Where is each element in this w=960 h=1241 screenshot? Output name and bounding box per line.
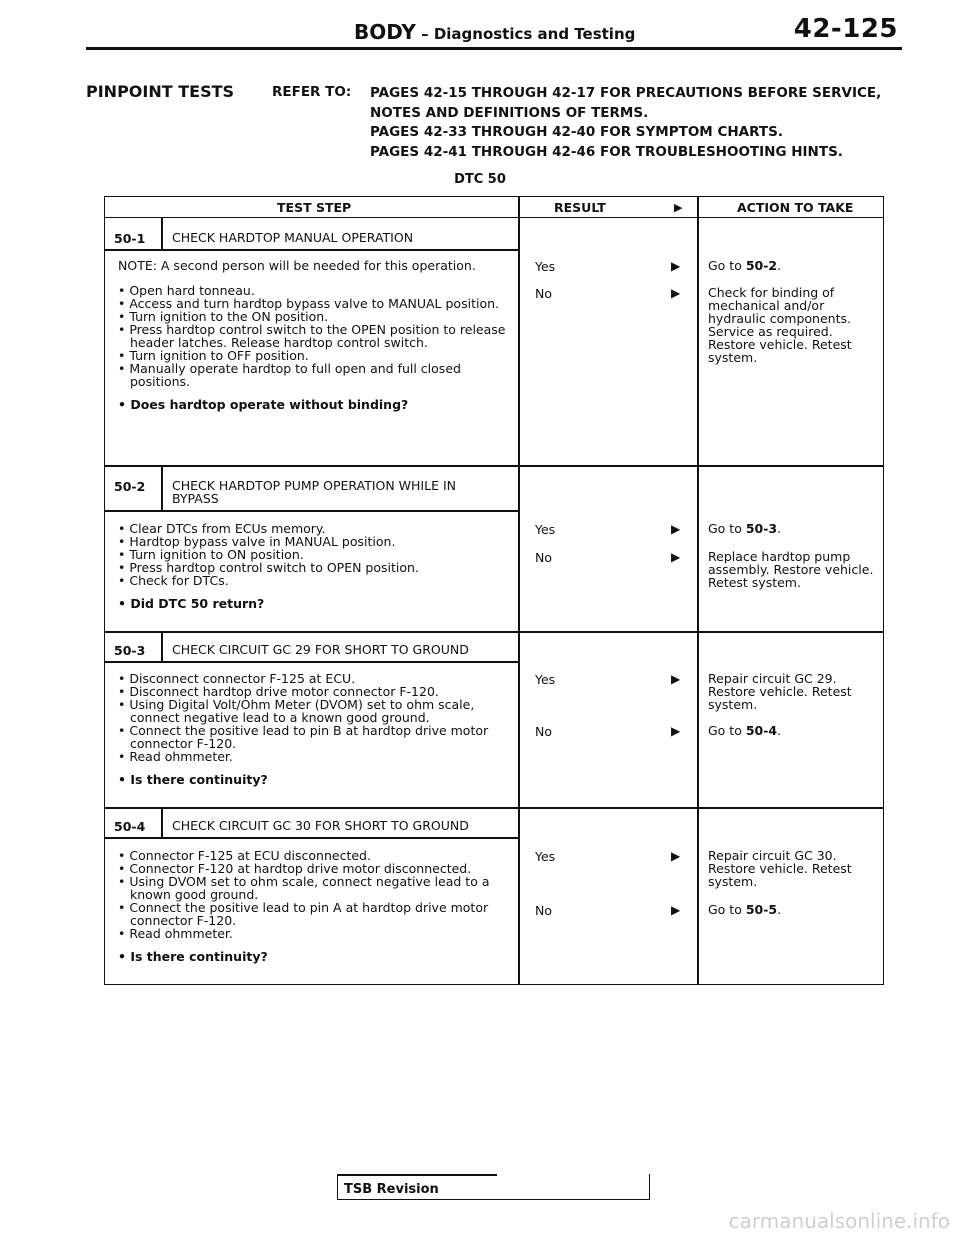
- step-title: CHECK CIRCUIT GC 29 FOR SHORT TO GROUND: [172, 642, 469, 657]
- step-id: 50-4: [114, 819, 146, 834]
- action-header: ACTION TO TAKE: [737, 200, 854, 215]
- row-divider: [105, 807, 883, 809]
- step-id: 50-1: [114, 231, 146, 246]
- row-divider: [105, 465, 883, 467]
- step-id-divider: [161, 465, 163, 510]
- page-header: [86, 14, 902, 54]
- action-text: Go to 50-3.: [708, 521, 782, 536]
- step-question: • Did DTC 50 return?: [118, 596, 265, 611]
- step-bullet: • Hardtop bypass valve in MANUAL position.: [118, 534, 396, 549]
- result-no: No: [535, 903, 552, 918]
- result-arrow-icon: ▶: [671, 522, 681, 536]
- action-text: Go to 50-5.: [708, 902, 782, 917]
- step-bullet: • Connector F-120 at hardtop drive motor disconnected.: [118, 861, 472, 876]
- refer-line: PAGES 42-15 THROUGH 42-17 FOR PRECAUTIONS BEFORE SERVICE,: [370, 85, 882, 101]
- step-bullet: • Manually operate hardtop to full open and full closed positions.: [118, 361, 461, 389]
- step-title: CHECK HARDTOP MANUAL OPERATION: [172, 230, 414, 245]
- step-bullet: • Check for DTCs.: [118, 573, 229, 588]
- step-bullet: • Read ohmmeter.: [118, 926, 233, 941]
- table-header: [105, 197, 883, 218]
- result-no: No: [535, 286, 552, 301]
- step-question: • Does hardtop operate without binding?: [118, 397, 409, 412]
- step-bullet: • Turn ignition to ON position.: [118, 547, 304, 562]
- step-bullet: • Turn ignition to the ON position.: [118, 309, 329, 324]
- result-arrow-icon: ▶: [671, 849, 681, 863]
- test-step-header: TEST STEP: [277, 200, 352, 215]
- step-body: [118, 522, 508, 610]
- step-bullet: • Read ohmmeter.: [118, 749, 233, 764]
- step-id-divider: [161, 217, 163, 249]
- step-body: [118, 259, 508, 411]
- result-arrow-icon: ▶: [671, 724, 681, 738]
- tsb-revision-box: [337, 1174, 650, 1200]
- row-divider: [105, 631, 883, 633]
- watermark: carmanualsonline.info: [728, 1209, 950, 1233]
- step-title-rule: [105, 249, 519, 251]
- pinpoint-test-table: [104, 196, 884, 985]
- refer-line: PAGES 42-41 THROUGH 42-46 FOR TROUBLESHOOTING HINTS.: [370, 143, 843, 160]
- header-title-sub: – Diagnostics and Testing: [415, 25, 636, 43]
- header-rule: [86, 47, 902, 50]
- column-divider: [697, 197, 699, 984]
- result-arrow-icon: ▶: [671, 259, 681, 273]
- step-id-divider: [161, 631, 163, 661]
- action-text: Check for binding of mechanical and/or hydraulic components. Service as required. Restore vehicle. Retest system.: [708, 285, 852, 365]
- tsb-revision-label: TSB Revision: [344, 1182, 439, 1197]
- step-bullet: • Disconnect hardtop drive motor connector F-120.: [118, 684, 439, 699]
- result-arrow-icon: ▶: [671, 286, 681, 300]
- result-arrow-icon: ▶: [671, 550, 681, 564]
- header-title-main: BODY: [354, 20, 416, 44]
- refer-line: PAGES 42-33 THROUGH 42-40 FOR SYMPTOM CHARTS.: [370, 124, 783, 140]
- step-bullet: • Connect the positive lead to pin B at hardtop drive motor connector F-120.: [118, 723, 489, 751]
- step-body: [118, 849, 508, 963]
- step-note: NOTE: A second person will be needed for this operation.: [118, 258, 476, 273]
- action-text: Repair circuit GC 30. Restore vehicle. Retest system.: [708, 848, 852, 889]
- action-text: Go to 50-4.: [708, 723, 782, 738]
- step-bullet: • Press hardtop control switch to the OPEN position to release header latches. Release hardtop control switch.: [118, 322, 506, 350]
- step-title-rule: [105, 837, 519, 839]
- column-divider: [518, 197, 520, 984]
- refer-to-label: REFER TO:: [272, 84, 352, 100]
- step-title-rule: [105, 510, 519, 512]
- result-no: No: [535, 550, 552, 565]
- step-title: CHECK CIRCUIT GC 30 FOR SHORT TO GROUND: [172, 818, 469, 833]
- result-arrow-icon: ▶: [671, 672, 681, 686]
- step-bullet: • Press hardtop control switch to OPEN position.: [118, 560, 419, 575]
- step-bullet: • Using DVOM set to ohm scale, connect negative lead to a known good ground.: [118, 874, 490, 902]
- result-arrow-icon: ▶: [671, 903, 681, 917]
- step-bullet: • Access and turn hardtop bypass valve to MANUAL position.: [118, 296, 499, 311]
- result-yes: Yes: [535, 849, 556, 864]
- action-text: Go to 50-2.: [708, 258, 782, 273]
- step-title-rule: [105, 661, 519, 663]
- step-id: 50-2: [114, 479, 146, 494]
- pinpoint-heading: PINPOINT TESTS: [86, 82, 235, 101]
- step-id: 50-3: [114, 643, 146, 658]
- header-title: [354, 20, 635, 44]
- step-bullet: • Open hard tonneau.: [118, 283, 255, 298]
- refer-to-lines: [370, 84, 881, 162]
- step-bullet: • Clear DTCs from ECUs memory.: [118, 521, 326, 536]
- result-yes: Yes: [535, 522, 556, 537]
- step-bullet: • Turn ignition to OFF position.: [118, 348, 309, 363]
- page-number: 42-125: [793, 14, 898, 44]
- step-title: CHECK HARDTOP PUMP OPERATION WHILE IN BYPASS: [172, 478, 456, 506]
- result-header: RESULT: [554, 200, 606, 215]
- action-text: Repair circuit GC 29. Restore vehicle. Retest system.: [708, 671, 852, 712]
- step-bullet: • Using Digital Volt/Ohm Meter (DVOM) set to ohm scale, connect negative lead to a known good ground.: [118, 697, 475, 725]
- step-bullet: • Connect the positive lead to pin A at hardtop drive motor connector F-120.: [118, 900, 489, 928]
- result-no: No: [535, 724, 552, 739]
- refer-line: NOTES AND DEFINITIONS OF TERMS.: [370, 104, 649, 121]
- step-id-divider: [161, 807, 163, 837]
- action-text: Replace hardtop pump assembly. Restore vehicle. Retest system.: [708, 549, 874, 590]
- result-yes: Yes: [535, 672, 556, 687]
- dtc-title: DTC 50: [454, 172, 506, 187]
- step-question: • Is there continuity?: [118, 949, 268, 964]
- step-bullet: • Disconnect connector F-125 at ECU.: [118, 671, 356, 686]
- result-yes: Yes: [535, 259, 556, 274]
- step-question: • Is there continuity?: [118, 772, 268, 787]
- header-arrow-icon: ▶: [674, 201, 683, 214]
- step-body: [118, 672, 508, 786]
- step-bullet: • Connector F-125 at ECU disconnected.: [118, 848, 371, 863]
